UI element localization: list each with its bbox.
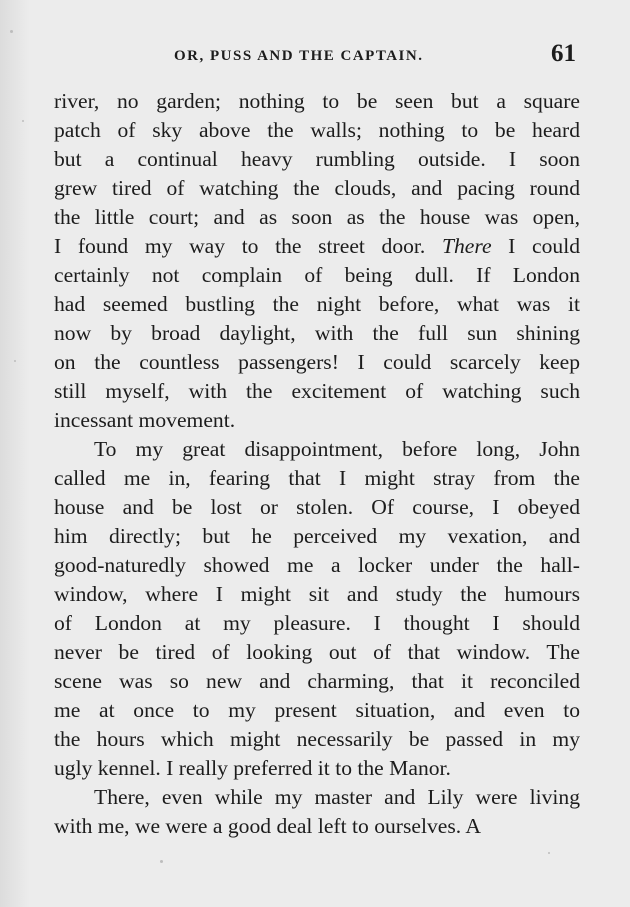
text-line: had seemed bustling the night before, what was it	[54, 292, 580, 316]
text-line: good-naturedly showed me a locker under the hall-	[54, 553, 580, 577]
text-line: with me, we were a good deal left to ourselves. A	[54, 814, 481, 838]
page-header	[54, 40, 580, 70]
page-number: 61	[551, 40, 576, 67]
text-line: ugly kennel. I really preferred it to the Manor.	[54, 756, 451, 780]
text-segment: I could	[491, 234, 580, 258]
text-line: the little court; and as soon as the house was open,	[54, 205, 580, 229]
paper-speck	[548, 852, 550, 854]
text-line: scene was so new and charming, that it reconciled	[54, 669, 580, 693]
text-line: To my great disappointment, before long, John	[94, 437, 580, 461]
paper-speck	[22, 120, 24, 122]
body-text	[54, 87, 580, 841]
text-line: of London at my pleasure. I thought I should	[54, 611, 580, 635]
text-line: incessant movement.	[54, 408, 236, 432]
text-line: never be tired of looking out of that window. The	[54, 640, 580, 664]
text-line: certainly not complain of being dull. If London	[54, 263, 580, 287]
paper-speck	[14, 360, 16, 362]
text-segment: I found my way to the street door.	[54, 234, 442, 258]
text-line: There, even while my master and Lily were living	[94, 785, 580, 809]
text-line	[54, 232, 580, 261]
running-title: OR, PUSS AND THE CAPTAIN.	[174, 48, 424, 64]
text-line: the hours which might necessarily be passed in my	[54, 727, 580, 751]
emphasis-word: There	[441, 234, 492, 258]
text-line: but a continual heavy rumbling outside. I soon	[54, 147, 580, 171]
text-line: window, where I might sit and study the humours	[54, 582, 580, 606]
text-line: him directly; but he perceived my vexation, and	[54, 524, 580, 548]
text-line: patch of sky above the walls; nothing to be heard	[54, 118, 580, 142]
text-line: river, no garden; nothing to be seen but a square	[54, 89, 580, 113]
text-line: house and be lost or stolen. Of course, I obeyed	[54, 495, 580, 519]
text-line: called me in, fearing that I might stray from the	[54, 466, 580, 490]
paper-speck	[160, 860, 163, 863]
paper-speck	[10, 30, 13, 33]
text-line: on the countless passengers! I could scarcely keep	[54, 350, 580, 374]
text-line: now by broad daylight, with the full sun shining	[54, 321, 580, 345]
text-line: me at once to my present situation, and even to	[54, 698, 580, 722]
text-line: still myself, with the excitement of watching such	[54, 379, 580, 403]
text-line: grew tired of watching the clouds, and pacing round	[54, 176, 580, 200]
